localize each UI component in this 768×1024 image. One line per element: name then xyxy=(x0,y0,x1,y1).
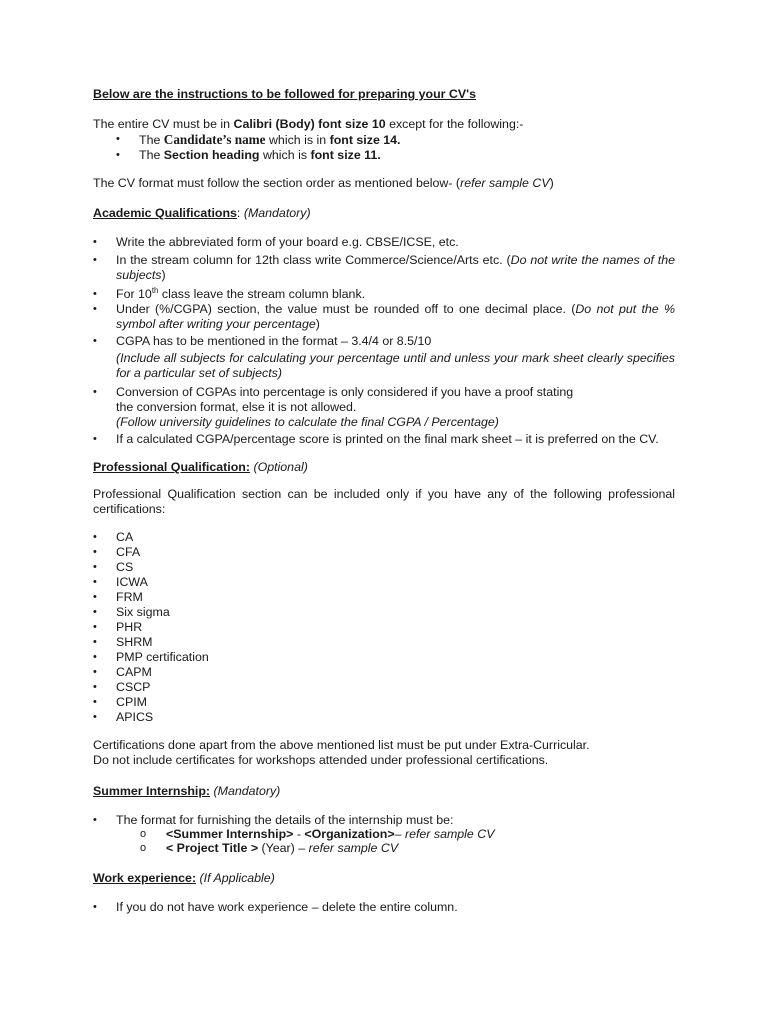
section-heading-work: Work experience: (If Applicable) xyxy=(93,871,275,885)
certifications-list xyxy=(93,530,675,725)
list-item: • CAPM xyxy=(93,665,675,680)
intro-line: The entire CV must be in Calibri (Body) font size 10 except for the following:- xyxy=(93,117,524,131)
section-heading-professional: Professional Qualification: (Optional) xyxy=(93,460,308,474)
list-item: • CA xyxy=(93,530,675,545)
section-heading-academic: Academic Qualifications: (Mandatory) xyxy=(93,206,311,220)
work-list xyxy=(93,900,675,915)
list-item: • In the stream column for 12th class write Commerce/Science/Arts etc. (Do not write the names of the subjects) xyxy=(93,253,675,283)
page-title: Below are the instructions to be followed for preparing your CV's xyxy=(93,87,476,101)
list-item: • Under (%/CGPA) section, the value must be rounded off to one decimal place. (Do not put the % symbol after writing your percentage) xyxy=(93,302,675,332)
list-item: • The Candidate’s name which is in font size 14. xyxy=(93,132,675,148)
list-item: • CGPA has to be mentioned in the format – 3.4/4 or 8.5/10 (Include all subjects for calculating your percentage until and unless your mark sheet clearly specifies for a particular set of subjects) xyxy=(93,334,675,381)
order-line: The CV format must follow the section order as mentioned below- (refer sample CV) xyxy=(93,176,554,190)
list-item: • Six sigma xyxy=(93,605,675,620)
professional-intro: Professional Qualification section can be included only if you have any of the following professional certifications: xyxy=(93,487,675,516)
section-heading-internship: Summer Internship: (Mandatory) xyxy=(93,784,281,798)
list-item: • The Section heading which is font size 11. xyxy=(93,148,675,163)
list-item: • PMP certification xyxy=(93,650,675,665)
list-item: • The format for furnishing the details of the internship must be: xyxy=(93,813,675,828)
intro-list xyxy=(93,132,675,163)
list-item: • If you do not have work experience – delete the entire column. xyxy=(93,900,675,915)
list-item: • If a calculated CGPA/percentage score is printed on the final mark sheet – it is preferred on the CV. xyxy=(93,432,675,447)
list-item: • PHR xyxy=(93,620,675,635)
professional-note: Certifications done apart from the above mentioned list must be put under Extra-Curricular. Do not include certificates for workshops attended under professional certifications. xyxy=(93,738,590,767)
list-item: • FRM xyxy=(93,590,675,605)
list-item: o <Summer Internship> - <Organization>– refer sample CV xyxy=(93,828,675,842)
list-item: • APICS xyxy=(93,710,675,725)
list-item: • ICWA xyxy=(93,575,675,590)
internship-list xyxy=(93,813,675,828)
list-item: • Write the abbreviated form of your board e.g. CBSE/ICSE, etc. xyxy=(93,235,675,250)
list-item: • Conversion of CGPAs into percentage is only considered if you have a proof stating the conversion format, else it is not allowed. (Follow university guidelines to calculate the final CGPA / Percentage) xyxy=(93,385,675,430)
internship-format-list xyxy=(93,828,675,855)
list-item: • For 10th class leave the stream column blank. xyxy=(93,287,675,302)
document-page xyxy=(93,87,675,915)
list-item: o < Project Title > (Year) – refer sample CV xyxy=(93,842,675,856)
list-item: • CSCP xyxy=(93,680,675,695)
list-item: • CPIM xyxy=(93,695,675,710)
academic-list xyxy=(93,235,675,447)
list-item: • CS xyxy=(93,560,675,575)
list-item: • SHRM xyxy=(93,635,675,650)
list-item: • CFA xyxy=(93,545,675,560)
